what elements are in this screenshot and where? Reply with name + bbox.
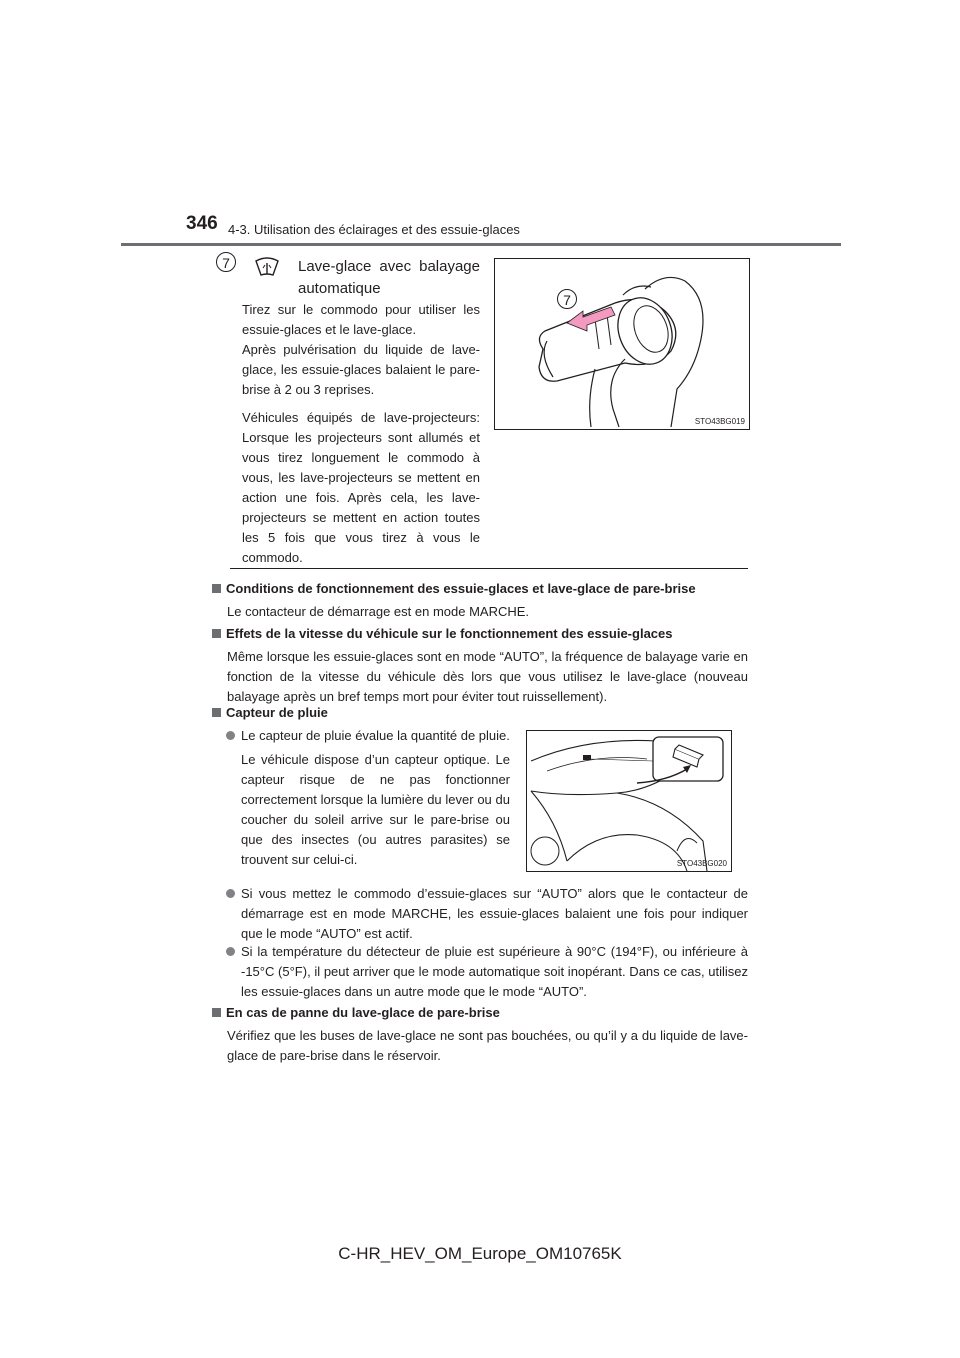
bullet-text: Si la température du détecteur de pluie est supérieure à 90°C (194°F), ou inférieure à -15°C (5°F), il peut arriver que le mode automatique soit inopérant. Dans ce cas, utilisez les essuie-glaces dans un autre mode que le mode “AUTO”.: [241, 944, 748, 999]
note-heading: [212, 625, 748, 643]
document-footer: C-HR_HEV_OM_Europe_OM10765K: [338, 1244, 622, 1263]
bullet-text: Le capteur de pluie évalue la quantité de pluie.: [241, 728, 510, 743]
feature-number-badge: [216, 252, 236, 273]
feature-paragraph: Véhicules équipés de lave-projecteurs: Lorsque les projecteurs sont allumés et vous tirez longuement le commodo à vous, les lave-projecteurs se mettent en action une fois. Après cela, les lave-projecteurs se mettent en action toutes les 5 fois que vous tirez à vous le commodo.: [242, 410, 480, 565]
figure-code: STO43BG020: [676, 859, 727, 868]
bullet-item: [226, 884, 748, 944]
note-text: Vérifiez que les buses de lave-glace ne sont pas bouchées, ou qu’il y a du liquide de lave-glace de pare-brise dans le réservoir.: [227, 1028, 748, 1063]
circle-bullet-icon: [226, 947, 235, 956]
section-title: 4-3. Utilisation des éclairages et des essuie-glaces: [228, 222, 520, 237]
note-heading: [212, 1004, 748, 1022]
note-speed: [212, 625, 748, 707]
note-heading: [212, 704, 748, 722]
square-marker-icon: [212, 1008, 221, 1017]
note-heading-text: Conditions de fonctionnement des essuie-glaces et lave-glace de pare-brise: [226, 581, 696, 596]
bullet-item: [226, 726, 510, 746]
rain-bullet-2: [226, 884, 748, 944]
rain-sensor-figure: [526, 730, 732, 872]
note-heading: [212, 580, 748, 598]
figure-code: STO43BG019: [694, 417, 745, 426]
figure-callout: [557, 289, 577, 310]
note-failure: [212, 1004, 748, 1066]
figure-callout-number: 7: [557, 289, 577, 309]
bullet-text: Si vous mettez le commodo d’essuie-glaces sur “AUTO” alors que le contacteur de démarrage est en mode MARCHE, les essuie-glaces balaient une fois pour indiquer que le mode “AUTO” est actif.: [241, 886, 748, 941]
note-heading-text: Capteur de pluie: [226, 705, 328, 720]
feature-number: 7: [216, 252, 236, 272]
header-rule: [121, 243, 841, 246]
windshield-washer-icon: [254, 255, 280, 284]
feature-paragraph: Après pulvérisation du liquide de lave-glace, les essuie-glaces balaient le pare-brise à 2 ou 3 reprises.: [242, 342, 480, 397]
section-divider: [230, 568, 748, 569]
feature-title: Lave-glace avec balayage automatique: [298, 258, 480, 297]
circle-bullet-icon: [226, 889, 235, 898]
feature-paragraph: Tirez sur le commodo pour utiliser les essuie-glaces et le lave-glace.: [242, 302, 480, 337]
circle-bullet-icon: [226, 731, 235, 740]
square-marker-icon: [212, 629, 221, 638]
note-heading-text: Effets de la vitesse du véhicule sur le fonctionnement des essuie-glaces: [226, 626, 673, 641]
square-marker-icon: [212, 708, 221, 717]
feature-body: [242, 300, 480, 568]
wiper-stalk-figure: [494, 258, 750, 430]
rain-bullet-1: [226, 726, 510, 870]
rain-bullet-3: [226, 942, 748, 1002]
bullet-item: [226, 942, 748, 1002]
note-rain-heading: [212, 704, 748, 722]
note-conditions: [212, 580, 748, 622]
note-text: Le contacteur de démarrage est en mode MARCHE.: [227, 604, 530, 619]
note-heading-text: En cas de panne du lave-glace de pare-brise: [226, 1005, 500, 1020]
square-marker-icon: [212, 584, 221, 593]
note-text: Même lorsque les essuie-glaces sont en mode “AUTO”, la fréquence de balayage varie en fonction de la vitesse du véhicule dès lors que vous utilisez le lave-glace (nouveau balayage après un bref temps mort pour éviter tout ruissellement).: [227, 649, 748, 704]
page-number: 346: [186, 213, 218, 234]
bullet-subtext: Le véhicule dispose d’un capteur optique. Le capteur risque de ne pas fonctionner correctement lorsque la lumière du lever ou du coucher du soleil arrive sur le pare-brise ou que des insectes (ou autres parasites) se trouvent sur celui-ci.: [241, 752, 510, 867]
